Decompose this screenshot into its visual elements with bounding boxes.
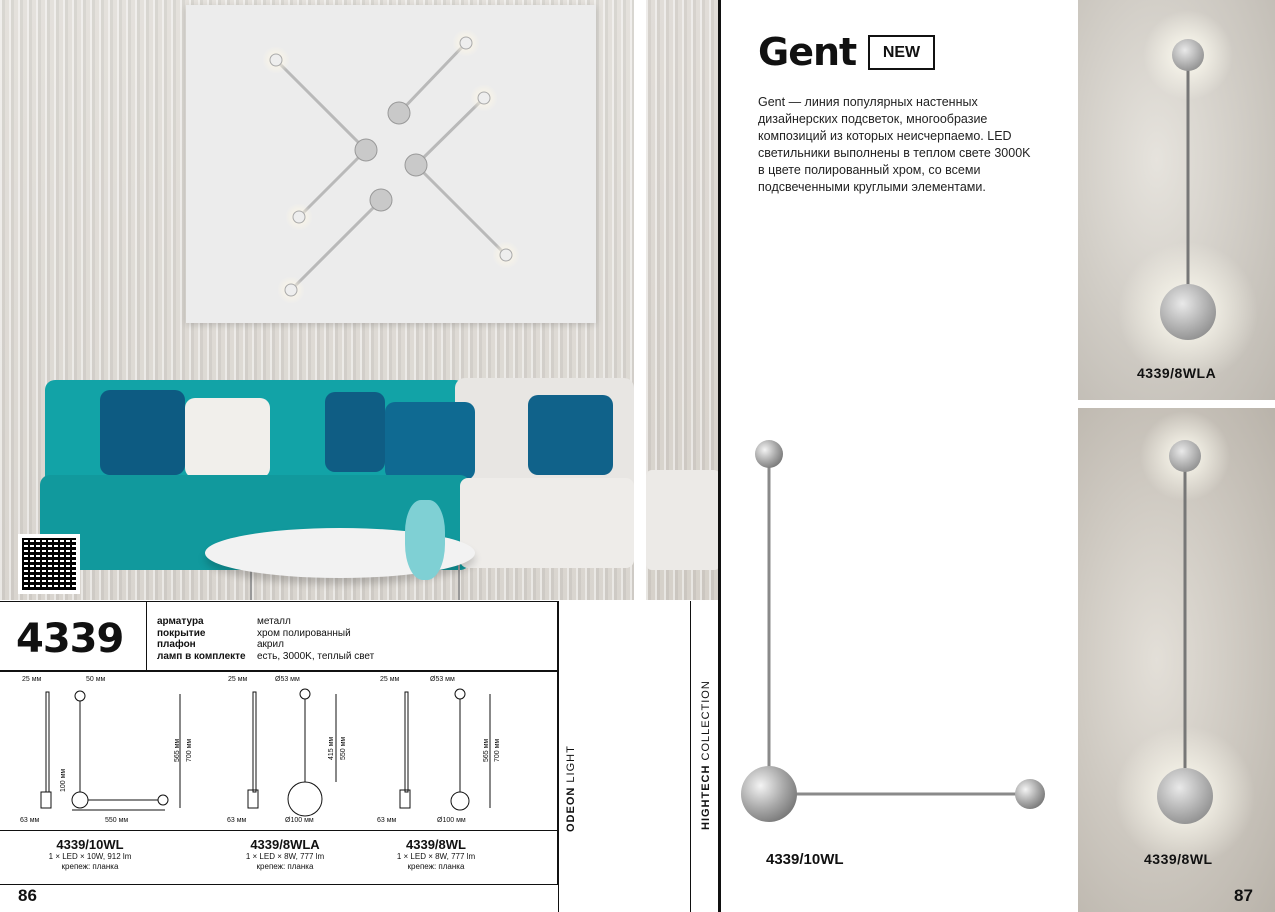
dim-label: 550 мм xyxy=(105,817,129,824)
technical-drawings xyxy=(0,672,558,830)
drawing-lines xyxy=(0,672,558,830)
brand-name: ODEON LIGHT xyxy=(565,745,577,832)
pillow xyxy=(528,395,613,475)
dim-label: 25 мм xyxy=(380,676,400,683)
page-number: 87 xyxy=(1234,886,1253,905)
dim-label: 63 мм xyxy=(377,817,397,824)
dim-label: 565 мм xyxy=(174,738,181,762)
product-label: 4339/10WL xyxy=(766,851,844,868)
lamp-4339-8wl-photo xyxy=(1078,408,1275,912)
lamp-wall-panel xyxy=(186,5,596,323)
spec-row: покрытие хром полированный xyxy=(157,627,351,639)
pillow xyxy=(185,398,270,478)
description-text: Gent — линия популярных настенных дизайнерских подсветок, многообразие композиций из которых неисчерпаемо. LED светильники выполнены в теплом свете 3000K в цвете полированный хром, со всеми подсвеченными круглыми элементами. xyxy=(758,95,1031,194)
lamp-4339-10wl-image xyxy=(730,430,1070,890)
lamp-8wl-drawing xyxy=(1078,408,1275,912)
wall-lamps-composition xyxy=(186,5,596,323)
spec-row: плафон акрил xyxy=(157,639,284,650)
caption-4339-8wla: 4339/8WLA 1 × LED × 8W, 777 lm крепеж: планка xyxy=(245,837,325,871)
product-captions xyxy=(0,830,558,885)
sofa-seat-white xyxy=(460,478,634,568)
pillow xyxy=(385,402,475,480)
lamp-4339-8wla-photo xyxy=(1078,0,1275,400)
dim-label: 100 мм xyxy=(60,768,67,792)
dim-label: 25 мм xyxy=(22,676,42,683)
dim-label: 50 мм xyxy=(86,676,106,683)
caption-4339-10wl: 4339/10WL 1 × LED × 10W, 912 lm крепеж: планка xyxy=(48,837,132,871)
dim-label: 25 мм xyxy=(228,676,248,683)
dim-label: 415 мм xyxy=(328,736,335,760)
spec-row: ламп в комплекте есть, 3000K, теплый свет xyxy=(157,650,375,662)
model-number: 4339 xyxy=(16,616,124,662)
interior-photo xyxy=(0,0,634,600)
spec-table xyxy=(157,616,374,662)
lamp-8wla-drawing xyxy=(1078,0,1275,400)
interior-photo-strip xyxy=(646,0,720,600)
dim-label: 700 мм xyxy=(186,738,193,762)
spec-row: арматура металл xyxy=(157,616,291,627)
dim-label: 565 мм xyxy=(483,738,490,762)
dim-label: 63 мм xyxy=(227,817,247,824)
dim-label: Ø53 мм xyxy=(275,676,300,683)
page-title: Gent xyxy=(758,30,857,74)
pillow xyxy=(100,390,185,475)
collection-name: HIGHTECH COLLECTION xyxy=(700,680,712,830)
dim-label: 550 мм xyxy=(340,736,347,760)
pillow xyxy=(325,392,385,472)
dim-label: Ø100 мм xyxy=(437,817,466,824)
vase xyxy=(405,500,445,580)
product-label: 4339/8WL xyxy=(1144,851,1213,867)
dim-label: Ø53 мм xyxy=(430,676,455,683)
dim-label: 63 мм xyxy=(20,817,40,824)
page-number: 86 xyxy=(18,886,37,905)
page-spine xyxy=(718,0,721,912)
caption-4339-8wl: 4339/8WL 1 × LED × 8W, 777 lm крепеж: планка xyxy=(396,837,476,871)
qr-code[interactable] xyxy=(18,534,80,594)
new-badge: NEW xyxy=(868,35,935,70)
sofa-arm xyxy=(646,470,720,570)
spec-box xyxy=(0,601,558,672)
dim-label: Ø100 мм xyxy=(285,817,314,824)
product-label: 4339/8WLA xyxy=(1137,365,1217,381)
dim-label: 700 мм xyxy=(494,738,501,762)
